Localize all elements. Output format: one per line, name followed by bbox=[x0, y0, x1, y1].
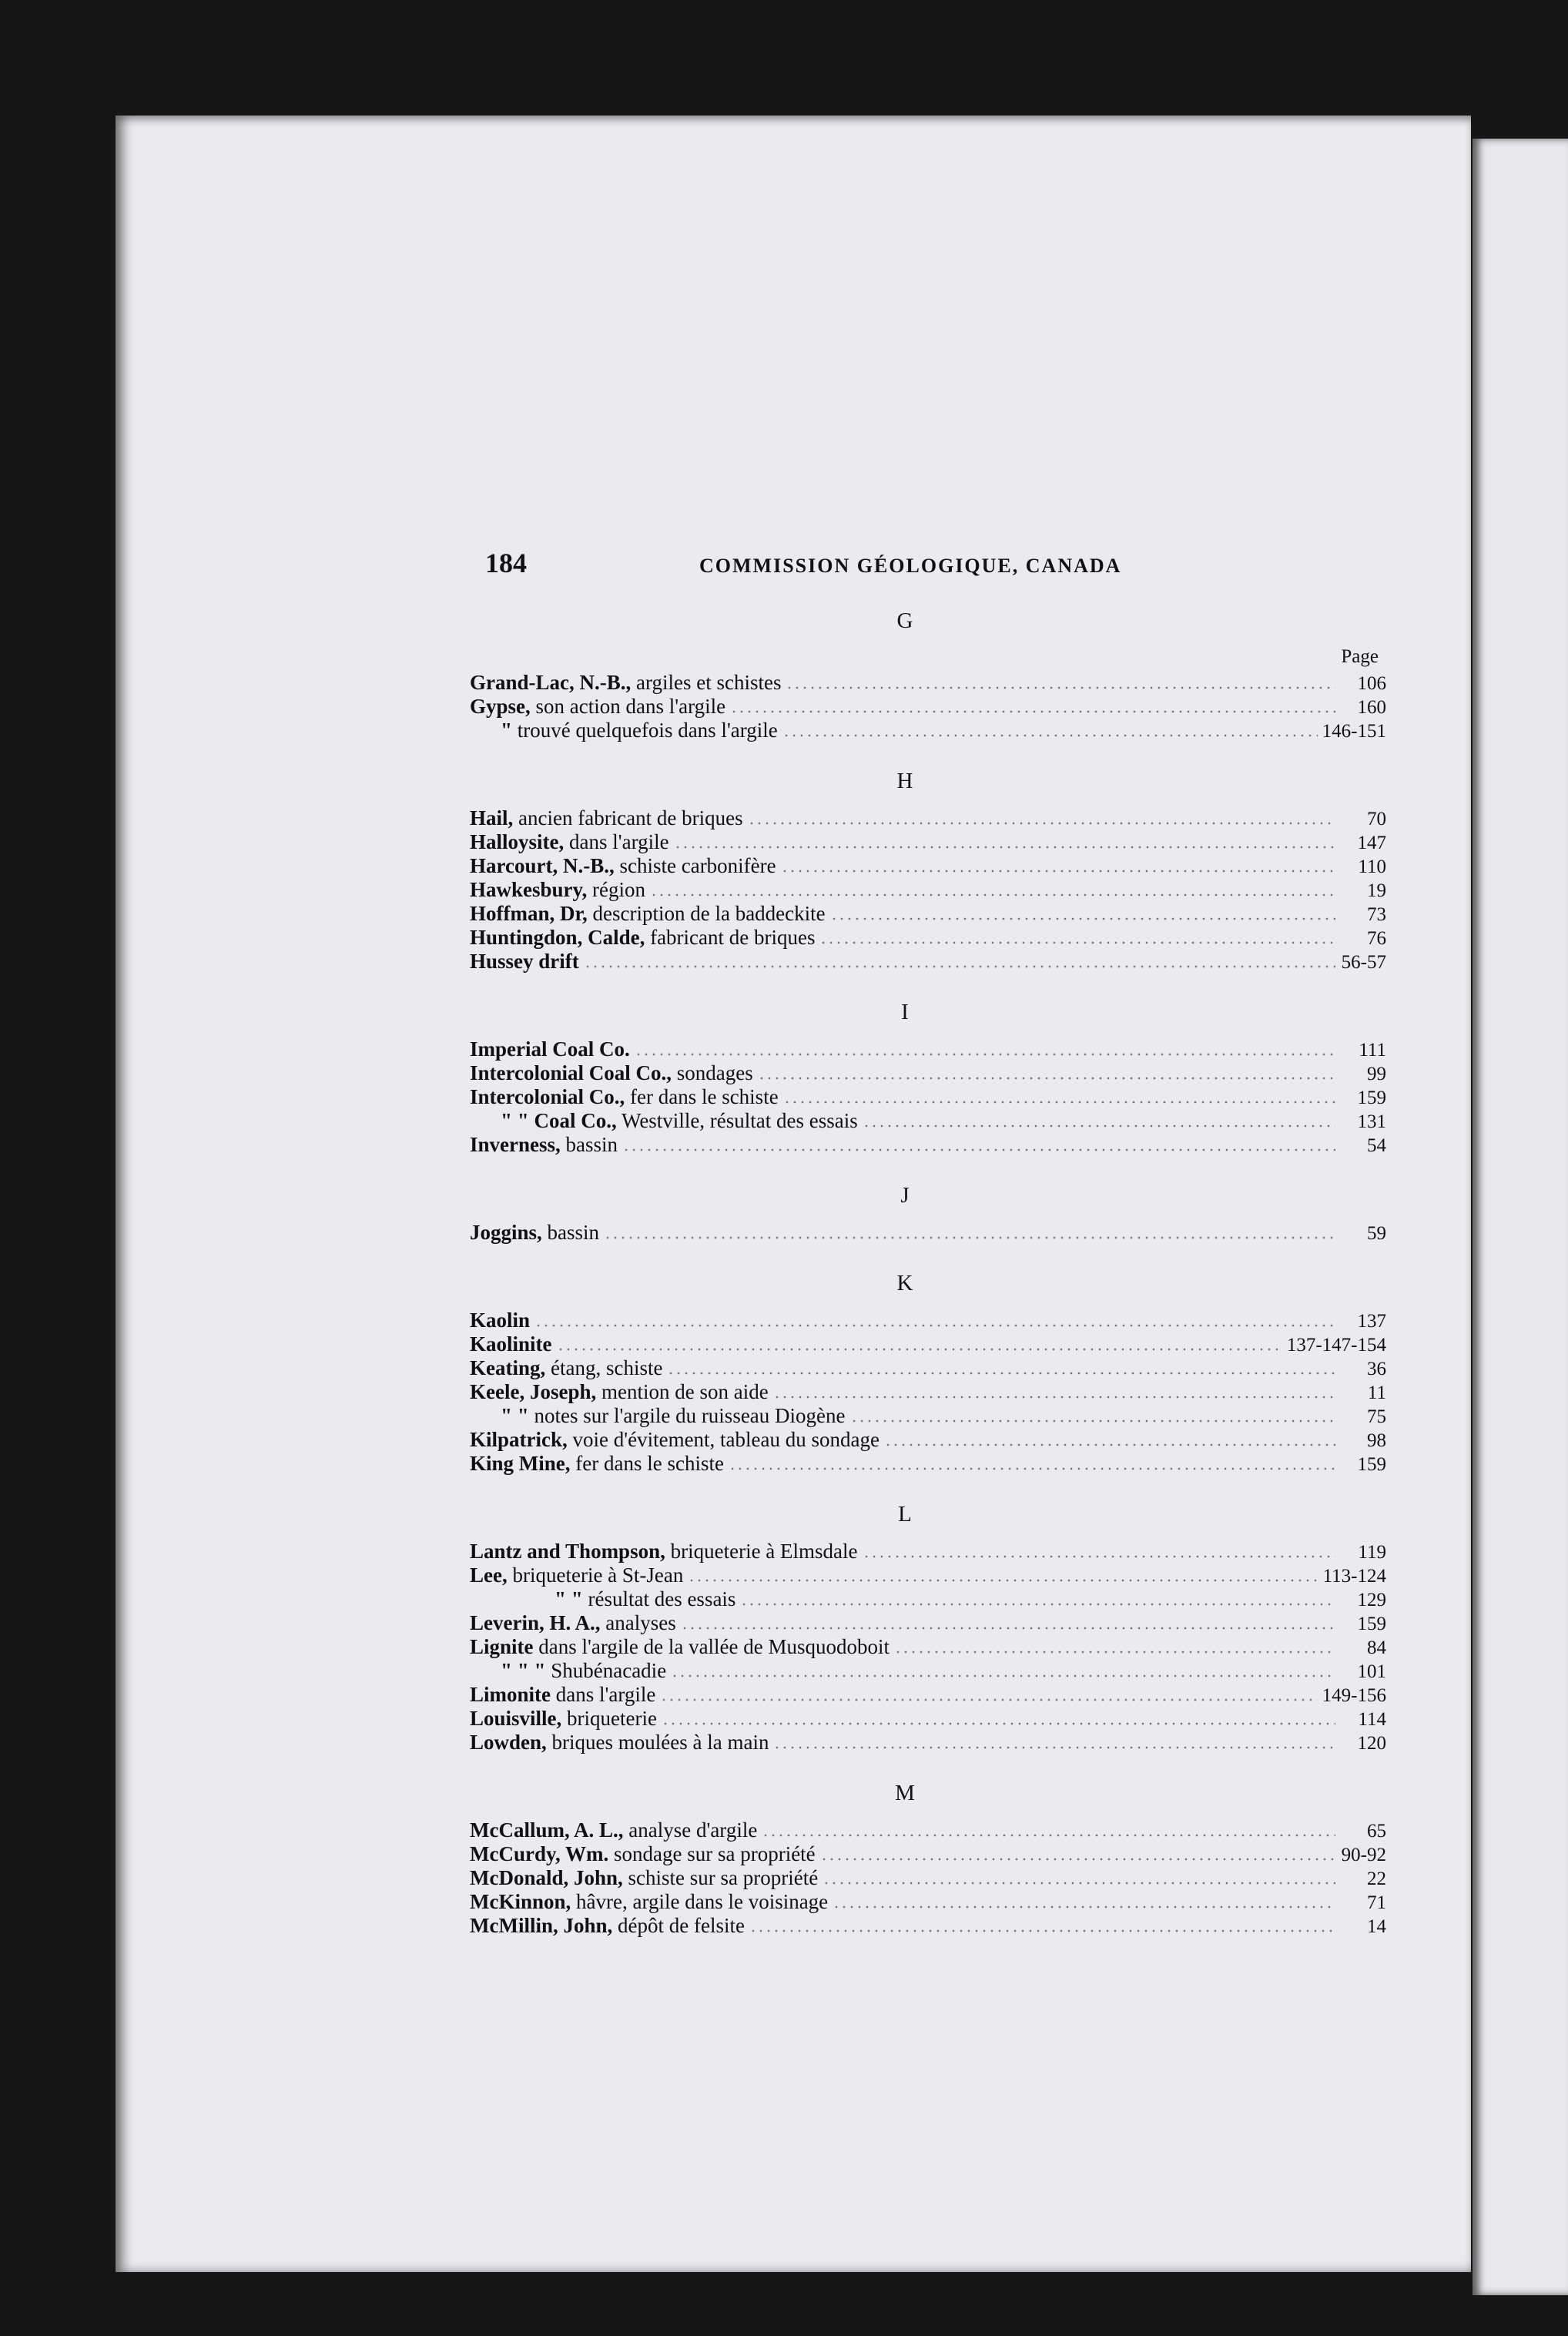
section-letter: J bbox=[900, 1183, 910, 1208]
entry-text bbox=[470, 1731, 769, 1755]
page-header bbox=[485, 547, 1471, 585]
entry-text bbox=[470, 1085, 779, 1109]
entry-head: McCallum, A. L., bbox=[470, 1818, 624, 1842]
dot-leader bbox=[830, 917, 1335, 920]
entry-pages: 129 bbox=[1357, 1590, 1386, 1610]
index-entry bbox=[470, 1635, 1386, 1659]
entry-head: Keating, bbox=[470, 1356, 546, 1379]
index-section-h bbox=[470, 769, 1386, 974]
entry-pages: 14 bbox=[1367, 1916, 1386, 1937]
entry-description: ancien fabricant de briques bbox=[513, 806, 743, 829]
entry-pages: 101 bbox=[1357, 1661, 1386, 1682]
entry-head: Kaolinite bbox=[470, 1332, 552, 1356]
entry-pages: 11 bbox=[1367, 1382, 1386, 1403]
entry-pages: 54 bbox=[1367, 1135, 1386, 1156]
dot-leader bbox=[823, 1882, 1335, 1885]
entry-text bbox=[470, 1309, 530, 1332]
dot-leader bbox=[783, 1101, 1335, 1104]
entry-text bbox=[470, 719, 778, 742]
entry-pages: 36 bbox=[1367, 1359, 1386, 1379]
index-entry bbox=[470, 719, 1386, 742]
index-entry bbox=[470, 1587, 1386, 1611]
entry-pages: 110 bbox=[1358, 856, 1386, 877]
index-section-k bbox=[470, 1271, 1386, 1476]
entry-description: résultat des essais bbox=[582, 1587, 736, 1610]
entry-text bbox=[470, 1890, 828, 1914]
entry-head: Joggins, bbox=[470, 1221, 542, 1244]
index-entry bbox=[470, 1133, 1386, 1157]
entry-pages: 113-124 bbox=[1322, 1566, 1386, 1587]
entry-pages: 159 bbox=[1357, 1088, 1386, 1108]
entry-text bbox=[470, 1563, 683, 1587]
entry-text bbox=[470, 695, 725, 719]
entry-description: notes sur l'argile du ruisseau Diogène bbox=[528, 1404, 846, 1427]
entry-head: Hoffman, Dr, bbox=[470, 902, 588, 925]
entry-description: dépôt de felsite bbox=[612, 1914, 745, 1937]
entry-description: étang, schiste bbox=[545, 1356, 663, 1379]
entry-description: analyses bbox=[600, 1611, 676, 1634]
entry-head: Lowden, bbox=[470, 1731, 547, 1754]
entry-text bbox=[470, 1540, 858, 1563]
index-entry bbox=[470, 695, 1386, 719]
entry-text bbox=[470, 1380, 769, 1404]
section-letter: M bbox=[895, 1781, 915, 1805]
entry-description: schiste sur sa propriété bbox=[622, 1866, 819, 1889]
entry-pages: 98 bbox=[1367, 1430, 1386, 1451]
entry-head: " bbox=[501, 719, 512, 742]
entry-text bbox=[470, 806, 743, 830]
index-entry bbox=[470, 902, 1386, 926]
entry-description: argiles et schistes bbox=[631, 671, 782, 694]
index-entry bbox=[470, 1085, 1386, 1109]
entry-pages: 22 bbox=[1367, 1868, 1386, 1889]
entry-text bbox=[470, 902, 826, 926]
index-entry bbox=[470, 1380, 1386, 1404]
entry-text bbox=[470, 926, 815, 950]
index-entry bbox=[470, 1659, 1386, 1683]
index-section-g bbox=[470, 608, 1386, 742]
entry-head: " " Coal Co., bbox=[501, 1109, 617, 1132]
entry-text bbox=[470, 1635, 890, 1659]
entry-head: McMillin, John, bbox=[470, 1914, 613, 1937]
dot-leader bbox=[662, 1722, 1335, 1725]
entry-head: Grand-Lac, N.-B., bbox=[470, 671, 632, 694]
entry-text bbox=[470, 950, 579, 974]
entry-head: McKinnon, bbox=[470, 1890, 571, 1913]
entry-pages: 111 bbox=[1359, 1040, 1386, 1061]
index-entry bbox=[470, 1037, 1386, 1061]
index-entry bbox=[470, 1563, 1386, 1587]
index-section-i bbox=[470, 1000, 1386, 1157]
page-column-heading: Page bbox=[1341, 646, 1379, 667]
entry-pages: 131 bbox=[1357, 1111, 1386, 1132]
entry-head: Kaolin bbox=[470, 1309, 531, 1332]
entry-pages: 160 bbox=[1357, 697, 1386, 718]
entry-text bbox=[470, 1914, 745, 1938]
entry-head: Huntingdon, Calde, bbox=[470, 926, 645, 949]
entry-head: " " bbox=[501, 1404, 529, 1427]
dot-leader bbox=[604, 1236, 1335, 1239]
entry-head: Limonite bbox=[470, 1683, 551, 1706]
entry-pages: 71 bbox=[1367, 1892, 1386, 1913]
index-entry bbox=[470, 1611, 1386, 1635]
entry-text bbox=[470, 1404, 846, 1428]
entry-head: Leverin, H. A., bbox=[470, 1611, 601, 1634]
index-entry bbox=[470, 1683, 1386, 1707]
entry-text bbox=[470, 1356, 662, 1380]
dot-leader bbox=[863, 1555, 1335, 1558]
index-entry bbox=[470, 1356, 1386, 1380]
entry-pages: 119 bbox=[1358, 1542, 1386, 1563]
entry-head: Gypse, bbox=[470, 695, 531, 718]
index-entry bbox=[470, 1332, 1386, 1356]
entry-pages: 106 bbox=[1357, 673, 1386, 694]
index-entry bbox=[470, 1866, 1386, 1890]
dot-leader bbox=[773, 1746, 1335, 1749]
entry-text bbox=[470, 1133, 618, 1157]
index-entry bbox=[470, 950, 1386, 974]
running-title: COMMISSION GÉOLOGIQUE, CANADA bbox=[699, 555, 1122, 577]
entry-text bbox=[470, 1452, 724, 1476]
dot-leader bbox=[748, 822, 1335, 825]
entry-pages: 70 bbox=[1367, 809, 1386, 829]
entry-pages: 56-57 bbox=[1341, 952, 1386, 973]
entry-pages: 114 bbox=[1358, 1709, 1386, 1730]
entry-text bbox=[470, 1659, 666, 1683]
entry-description: trouvé quelquefois dans l'argile bbox=[512, 719, 778, 742]
dot-leader bbox=[773, 1396, 1335, 1399]
entry-description: dans l'argile bbox=[551, 1683, 656, 1706]
entry-head: Lignite bbox=[470, 1635, 534, 1658]
entry-text bbox=[470, 830, 669, 854]
entry-head: Intercolonial Co., bbox=[470, 1085, 625, 1108]
section-letter: L bbox=[898, 1502, 912, 1527]
index-entry bbox=[470, 1540, 1386, 1563]
entry-description: dans l'argile de la vallée de Musquodoboit bbox=[533, 1635, 890, 1658]
entry-head: Louisville, bbox=[470, 1707, 562, 1730]
entry-text bbox=[470, 1332, 552, 1356]
entry-text bbox=[470, 1818, 757, 1842]
entry-pages: 147 bbox=[1357, 833, 1386, 853]
dot-leader bbox=[894, 1651, 1335, 1654]
index-entry bbox=[470, 1890, 1386, 1914]
entry-head: " " " bbox=[501, 1659, 546, 1682]
entry-text bbox=[470, 1683, 655, 1707]
entry-description: briqueterie à St-Jean bbox=[507, 1563, 684, 1587]
entry-description: analyse d'argile bbox=[623, 1818, 758, 1842]
dot-leader bbox=[762, 1834, 1335, 1837]
entry-pages: 159 bbox=[1357, 1454, 1386, 1475]
dot-leader bbox=[833, 1905, 1335, 1909]
entry-description: schiste carbonifère bbox=[614, 854, 776, 877]
index-section-l bbox=[470, 1502, 1386, 1755]
entry-pages: 59 bbox=[1367, 1223, 1386, 1244]
entry-head: Inverness, bbox=[470, 1133, 561, 1156]
entry-pages: 84 bbox=[1367, 1637, 1386, 1658]
entry-head: Hawkesbury, bbox=[470, 878, 588, 901]
dot-leader bbox=[688, 1579, 1318, 1582]
entry-description: briqueterie bbox=[561, 1707, 657, 1730]
index-entry bbox=[470, 1428, 1386, 1452]
index-entry bbox=[470, 830, 1386, 854]
entry-head: McCurdy, Wm. bbox=[470, 1842, 609, 1865]
section-letter: I bbox=[901, 1000, 909, 1024]
entry-head: Lantz and Thompson, bbox=[470, 1540, 665, 1563]
dot-leader bbox=[781, 870, 1335, 873]
index-entry bbox=[470, 1061, 1386, 1085]
dot-leader bbox=[850, 1419, 1335, 1423]
index-section-j bbox=[470, 1183, 1386, 1245]
entry-text bbox=[470, 854, 776, 878]
index-list bbox=[470, 608, 1386, 1964]
entry-pages: 73 bbox=[1367, 904, 1386, 925]
index-entry bbox=[470, 1221, 1386, 1245]
entry-description: description de la baddeckite bbox=[587, 902, 826, 925]
entry-pages: 159 bbox=[1357, 1614, 1386, 1634]
section-letter: H bbox=[896, 769, 913, 793]
entry-head: Hail, bbox=[470, 806, 514, 829]
entry-description: fabricant de briques bbox=[645, 926, 816, 949]
entry-pages: 75 bbox=[1367, 1406, 1386, 1427]
index-entry bbox=[470, 1452, 1386, 1476]
entry-pages: 137-147-154 bbox=[1286, 1335, 1386, 1356]
entry-description: briques moulées à la main bbox=[546, 1731, 769, 1754]
entry-description: bassin bbox=[560, 1133, 618, 1156]
dot-leader bbox=[729, 1467, 1335, 1470]
entry-text bbox=[470, 1866, 818, 1890]
entry-description: hâvre, argile dans le voisinage bbox=[571, 1890, 829, 1913]
entry-head: Kilpatrick, bbox=[470, 1428, 568, 1451]
dot-leader bbox=[622, 1148, 1335, 1151]
dot-leader bbox=[650, 893, 1335, 897]
entry-head: Harcourt, N.-B., bbox=[470, 854, 615, 877]
index-entry bbox=[470, 1914, 1386, 1938]
dot-leader bbox=[635, 1053, 1335, 1056]
entry-description: mention de son aide bbox=[596, 1380, 769, 1403]
entry-head: " " bbox=[554, 1587, 583, 1610]
dot-leader bbox=[660, 1698, 1317, 1701]
entry-pages: 65 bbox=[1367, 1821, 1386, 1842]
entry-pages: 99 bbox=[1367, 1064, 1386, 1084]
entry-head: McDonald, John, bbox=[470, 1866, 623, 1889]
dot-leader bbox=[730, 710, 1335, 713]
entry-description: sondages bbox=[672, 1061, 753, 1084]
entry-text bbox=[470, 1109, 858, 1133]
section-letter: K bbox=[896, 1271, 913, 1295]
index-entry bbox=[470, 854, 1386, 878]
index-entry bbox=[470, 1818, 1386, 1842]
index-section-m bbox=[470, 1781, 1386, 1938]
section-letter: G bbox=[896, 608, 913, 633]
entry-description: briqueterie à Elmsdale bbox=[665, 1540, 858, 1563]
entry-head: Intercolonial Coal Co., bbox=[470, 1061, 672, 1084]
entry-description: région bbox=[587, 878, 646, 901]
entry-description: voie d'évitement, tableau du sondage bbox=[567, 1428, 879, 1451]
entry-pages: 76 bbox=[1367, 928, 1386, 949]
entry-text bbox=[470, 1707, 657, 1731]
index-entry bbox=[470, 878, 1386, 902]
dot-leader bbox=[740, 1603, 1335, 1606]
entry-text bbox=[470, 1587, 735, 1611]
dot-leader bbox=[758, 1077, 1335, 1080]
entry-pages: 149-156 bbox=[1322, 1685, 1386, 1706]
entry-pages: 137 bbox=[1357, 1311, 1386, 1332]
dot-leader bbox=[671, 1674, 1335, 1677]
entry-head: Keele, Joseph, bbox=[470, 1380, 597, 1403]
dot-leader bbox=[819, 941, 1335, 944]
entry-pages: 90-92 bbox=[1341, 1845, 1386, 1865]
entry-description: son action dans l'argile bbox=[530, 695, 726, 718]
index-entry bbox=[470, 1404, 1386, 1428]
index-entry bbox=[470, 1109, 1386, 1133]
entry-text bbox=[470, 1037, 630, 1061]
entry-description: dans l'argile bbox=[564, 830, 669, 853]
page-number: 184 bbox=[485, 548, 527, 578]
entry-description: bassin bbox=[541, 1221, 600, 1244]
entry-head: King Mine, bbox=[470, 1452, 571, 1475]
entry-head: Lee, bbox=[470, 1563, 508, 1587]
dot-leader bbox=[782, 734, 1318, 737]
dot-leader bbox=[674, 846, 1335, 849]
entry-text bbox=[470, 1061, 753, 1085]
index-entry bbox=[470, 1309, 1386, 1332]
dot-leader bbox=[584, 965, 1335, 968]
entry-description: sondage sur sa propriété bbox=[608, 1842, 816, 1865]
index-entry bbox=[470, 671, 1386, 695]
dot-leader bbox=[557, 1348, 1282, 1351]
entry-description: fer dans le schiste bbox=[625, 1085, 779, 1108]
entry-description: Westville, résultat des essais bbox=[616, 1109, 858, 1132]
dot-leader bbox=[820, 1858, 1335, 1861]
dot-leader bbox=[534, 1324, 1335, 1327]
entry-pages: 146-151 bbox=[1322, 721, 1386, 742]
entry-description: fer dans le schiste bbox=[570, 1452, 724, 1475]
entry-text bbox=[470, 1428, 879, 1452]
dot-leader bbox=[667, 1372, 1335, 1375]
dot-leader bbox=[681, 1627, 1335, 1630]
entry-text bbox=[470, 671, 781, 695]
index-entry bbox=[470, 1707, 1386, 1731]
entry-text bbox=[470, 1221, 599, 1245]
entry-text bbox=[470, 1842, 816, 1866]
entry-head: Hussey drift bbox=[470, 950, 579, 973]
index-entry bbox=[470, 1731, 1386, 1755]
dot-leader bbox=[884, 1443, 1335, 1446]
entry-pages: 120 bbox=[1357, 1733, 1386, 1754]
adjacent-page-edge bbox=[1473, 139, 1568, 2295]
entry-pages: 19 bbox=[1367, 880, 1386, 901]
entry-text bbox=[470, 1611, 676, 1635]
index-entry bbox=[470, 926, 1386, 950]
entry-text bbox=[470, 878, 645, 902]
dot-leader bbox=[749, 1929, 1335, 1932]
index-entry bbox=[470, 1842, 1386, 1866]
index-entry bbox=[470, 806, 1386, 830]
entry-description: Shubénacadie bbox=[545, 1659, 667, 1682]
dot-leader bbox=[786, 686, 1335, 689]
book-page bbox=[116, 116, 1471, 2272]
entry-head: Imperial Coal Co. bbox=[470, 1037, 630, 1061]
dot-leader bbox=[863, 1124, 1335, 1128]
entry-head: Halloysite, bbox=[470, 830, 565, 853]
